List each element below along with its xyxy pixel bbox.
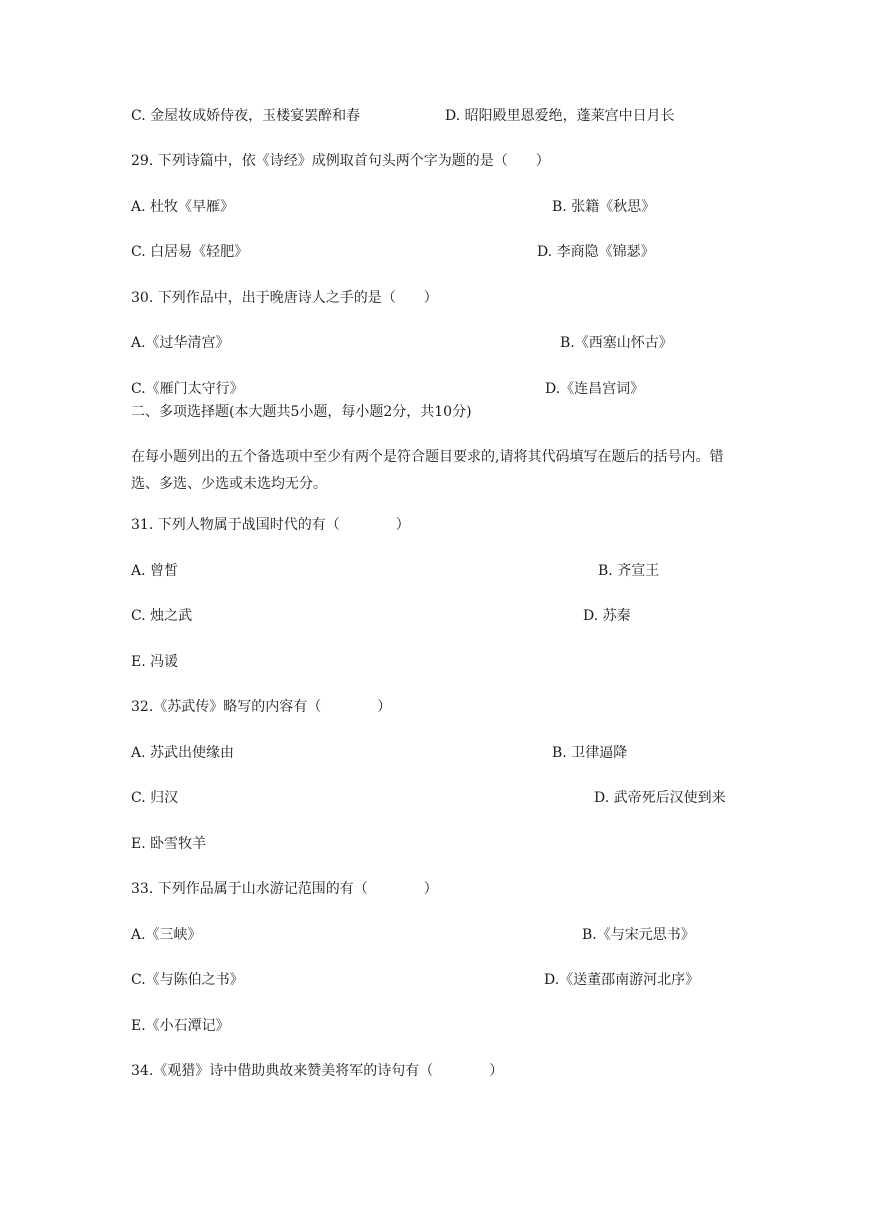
q32-option-c: C. 归汉 [131,790,179,806]
section2-instructions: 在每小题列出的五个备选项中至少有两个是符合题目要求的,请将其代码填写在题后的括号内。错选、多选、少选或未选均无分。 [131,449,724,492]
q30-option-d: D.《连昌宫词》 [545,381,645,397]
q33-option-a: A.《三峡》 [131,927,202,943]
q29-option-c: C. 白居易《轻肥》 [131,244,249,260]
q30-stem: 30. 下列作品中，出于晚唐诗人之手的是（ ） [131,290,438,306]
section2-heading: 二、多项选择题(本大题共5小题，每小题2分，共10分) [131,404,472,420]
q28-option-d: D. 昭阳殿里恩爱绝，蓬莱宫中日月长 [445,108,675,124]
q32-option-e: E. 卧雪牧羊 [131,836,207,852]
q32-option-d: D. 武帝死后汉使到来 [594,790,726,806]
q33-option-e: E.《小石潭记》 [131,1018,230,1034]
q30-option-c: C.《雁门太守行》 [131,381,244,397]
q31-stem: 31. 下列人物属于战国时代的有（ ） [131,517,410,533]
q31-option-c: C. 烛之武 [131,608,193,624]
q33-stem: 33. 下列作品属于山水游记范围的有（ ） [131,881,438,897]
q32-stem: 32.《苏武传》略写的内容有（ ） [131,699,392,715]
q32-option-a: A. 苏武出使缘由 [131,745,235,761]
q29-stem: 29. 下列诗篇中，依《诗经》成例取首句头两个字为题的是（ ） [131,153,550,169]
q30-option-a: A.《过华清宫》 [131,335,230,351]
q32-option-b: B. 卫律逼降 [552,745,628,761]
q34-stem: 34.《观猎》诗中借助典故来赞美将军的诗句有（ ） [131,1063,504,1079]
q29-option-a: A. 杜牧《早雁》 [131,199,235,215]
q29-option-d: D. 李商隐《锦瑟》 [537,244,655,260]
q31-option-d: D. 苏秦 [583,608,631,624]
q28-option-c: C. 金屋妆成娇侍夜，玉楼宴罢醉和春 [131,108,361,124]
q31-option-e: E. 冯谖 [131,654,179,670]
q30-option-b: B.《西塞山怀古》 [560,335,673,351]
q33-option-b: B.《与宋元思书》 [582,927,695,943]
q29-option-b: B. 张籍《秋思》 [552,199,656,215]
q31-option-a: A. 曾皙 [131,563,179,579]
q33-option-d: D.《送董邵南游河北序》 [544,972,700,988]
q31-option-b: B. 齐宣王 [598,563,660,579]
q33-option-c: C.《与陈伯之书》 [131,972,244,988]
